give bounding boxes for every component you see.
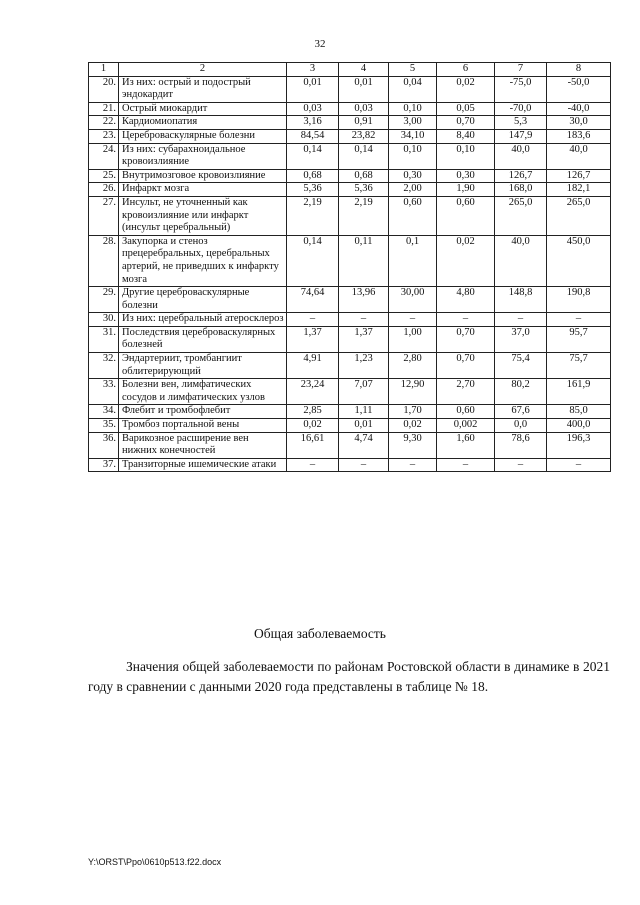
value-cell: -75,0 — [495, 76, 547, 102]
value-cell: 0,04 — [389, 76, 437, 102]
value-cell: 190,8 — [547, 287, 611, 313]
value-cell: 1,60 — [437, 432, 495, 458]
row-number-cell: 20. — [89, 76, 119, 102]
value-cell: – — [339, 313, 389, 327]
column-header: 6 — [437, 63, 495, 77]
value-cell: 30,00 — [389, 287, 437, 313]
value-cell: 0,14 — [339, 143, 389, 169]
value-cell: 78,6 — [495, 432, 547, 458]
value-cell: 0,68 — [339, 169, 389, 183]
value-cell: 0,01 — [339, 76, 389, 102]
value-cell: 0,02 — [389, 419, 437, 433]
value-cell: 12,90 — [389, 379, 437, 405]
value-cell: – — [287, 313, 339, 327]
table-row — [89, 379, 611, 405]
value-cell: – — [495, 313, 547, 327]
value-cell: 0,01 — [339, 419, 389, 433]
section-title: Общая заболеваемость — [254, 626, 386, 641]
value-cell: 0,68 — [287, 169, 339, 183]
value-cell: 168,0 — [495, 183, 547, 197]
value-cell: 1,00 — [389, 326, 437, 352]
disease-name-cell: Инсульт, не уточненный как кровоизлияние или инфаркт (инсульт церебральный) — [119, 196, 287, 235]
disease-name-cell: Эндартериит, тромбангиит облитерирующий — [119, 353, 287, 379]
value-cell: 5,36 — [287, 183, 339, 197]
value-cell: 265,0 — [495, 196, 547, 235]
value-cell: 0,91 — [339, 116, 389, 130]
table-row — [89, 169, 611, 183]
value-cell: 4,74 — [339, 432, 389, 458]
value-cell: 0,30 — [389, 169, 437, 183]
value-cell: 0,10 — [389, 102, 437, 116]
value-cell: 67,6 — [495, 405, 547, 419]
value-cell: 75,4 — [495, 353, 547, 379]
value-cell: 2,80 — [389, 353, 437, 379]
value-cell: – — [389, 313, 437, 327]
value-cell: 23,82 — [339, 129, 389, 143]
value-cell: 4,80 — [437, 287, 495, 313]
value-cell: – — [389, 458, 437, 472]
value-cell: 9,30 — [389, 432, 437, 458]
value-cell: 1,11 — [339, 405, 389, 419]
value-cell: – — [339, 458, 389, 472]
value-cell: 400,0 — [547, 419, 611, 433]
value-cell: 80,2 — [495, 379, 547, 405]
footer-file-path: Y:\ORST\Ppo\0610p513.f22.docx — [88, 857, 222, 867]
value-cell: 3,16 — [287, 116, 339, 130]
value-cell: 95,7 — [547, 326, 611, 352]
value-cell: – — [437, 458, 495, 472]
value-cell: 0,002 — [437, 419, 495, 433]
table-row — [89, 143, 611, 169]
table-row — [89, 353, 611, 379]
row-number-cell: 21. — [89, 102, 119, 116]
value-cell: 0,30 — [437, 169, 495, 183]
value-cell: – — [495, 458, 547, 472]
value-cell: 0,05 — [437, 102, 495, 116]
value-cell: 265,0 — [547, 196, 611, 235]
value-cell: 2,00 — [389, 183, 437, 197]
value-cell: -50,0 — [547, 76, 611, 102]
value-cell: 40,0 — [495, 235, 547, 286]
value-cell: 126,7 — [495, 169, 547, 183]
value-cell: 0,03 — [339, 102, 389, 116]
table-row — [89, 196, 611, 235]
value-cell: – — [287, 458, 339, 472]
disease-name-cell: Закупорка и стеноз прецеребральных, церебральных артерий, не приведших к инфаркту мозга — [119, 235, 287, 286]
disease-name-cell: Из них: острый и подострый эндокардит — [119, 76, 287, 102]
row-number-cell: 30. — [89, 313, 119, 327]
value-cell: 1,90 — [437, 183, 495, 197]
value-cell: 0,11 — [339, 235, 389, 286]
value-cell: 0,03 — [287, 102, 339, 116]
value-cell: 2,70 — [437, 379, 495, 405]
value-cell: 74,64 — [287, 287, 339, 313]
value-cell: 13,96 — [339, 287, 389, 313]
value-cell: 0,02 — [437, 235, 495, 286]
value-cell: -70,0 — [495, 102, 547, 116]
value-cell: 0,14 — [287, 143, 339, 169]
row-number-cell: 35. — [89, 419, 119, 433]
value-cell: 182,1 — [547, 183, 611, 197]
column-header: 1 — [89, 63, 119, 77]
value-cell: 30,0 — [547, 116, 611, 130]
table-body — [89, 76, 611, 472]
value-cell: 2,19 — [287, 196, 339, 235]
row-number-cell: 32. — [89, 353, 119, 379]
row-number-cell: 27. — [89, 196, 119, 235]
table-row — [89, 235, 611, 286]
table-row — [89, 419, 611, 433]
value-cell: 0,10 — [389, 143, 437, 169]
value-cell: 4,91 — [287, 353, 339, 379]
disease-name-cell: Кардиомиопатия — [119, 116, 287, 130]
table-row — [89, 129, 611, 143]
table-row — [89, 116, 611, 130]
value-cell: 2,85 — [287, 405, 339, 419]
value-cell: 5,36 — [339, 183, 389, 197]
value-cell: – — [437, 313, 495, 327]
row-number-cell: 29. — [89, 287, 119, 313]
value-cell: 0,1 — [389, 235, 437, 286]
disease-name-cell: Болезни вен, лимфатических сосудов и лимфатических узлов — [119, 379, 287, 405]
disease-name-cell: Из них: церебральный атеросклероз — [119, 313, 287, 327]
column-header: 4 — [339, 63, 389, 77]
table-row — [89, 405, 611, 419]
value-cell: 7,07 — [339, 379, 389, 405]
column-header: 5 — [389, 63, 437, 77]
value-cell: 1,37 — [339, 326, 389, 352]
value-cell: 2,19 — [339, 196, 389, 235]
value-cell: 450,0 — [547, 235, 611, 286]
value-cell: 161,9 — [547, 379, 611, 405]
row-number-cell: 23. — [89, 129, 119, 143]
disease-name-cell: Тромбоз портальной вены — [119, 419, 287, 433]
value-cell: 84,54 — [287, 129, 339, 143]
disease-name-cell: Последствия цереброваскулярных болезней — [119, 326, 287, 352]
disease-name-cell: Из них: субарахноидальное кровоизлияние — [119, 143, 287, 169]
value-cell: 0,70 — [437, 326, 495, 352]
value-cell: – — [547, 313, 611, 327]
page-number: 32 — [314, 38, 326, 50]
value-cell: 37,0 — [495, 326, 547, 352]
value-cell: 40,0 — [495, 143, 547, 169]
disease-name-cell: Транзиторные ишемические атаки — [119, 458, 287, 472]
disease-name-cell: Флебит и тромбофлебит — [119, 405, 287, 419]
value-cell: 126,7 — [547, 169, 611, 183]
row-number-cell: 28. — [89, 235, 119, 286]
value-cell: 5,3 — [495, 116, 547, 130]
table-row — [89, 458, 611, 472]
column-header: 2 — [119, 63, 287, 77]
value-cell: 196,3 — [547, 432, 611, 458]
table-row — [89, 287, 611, 313]
value-cell: 0,02 — [287, 419, 339, 433]
value-cell: 0,60 — [389, 196, 437, 235]
value-cell: 1,37 — [287, 326, 339, 352]
row-number-cell: 36. — [89, 432, 119, 458]
row-number-cell: 31. — [89, 326, 119, 352]
table-row — [89, 313, 611, 327]
value-cell: – — [547, 458, 611, 472]
row-number-cell: 22. — [89, 116, 119, 130]
value-cell: -40,0 — [547, 102, 611, 116]
value-cell: 85,0 — [547, 405, 611, 419]
table-row — [89, 326, 611, 352]
value-cell: 1,70 — [389, 405, 437, 419]
disease-name-cell: Инфаркт мозга — [119, 183, 287, 197]
row-number-cell: 26. — [89, 183, 119, 197]
table-row — [89, 76, 611, 102]
value-cell: 0,14 — [287, 235, 339, 286]
disease-name-cell: Другие цереброваскулярные болезни — [119, 287, 287, 313]
value-cell: 0,70 — [437, 116, 495, 130]
column-header: 3 — [287, 63, 339, 77]
data-table — [88, 62, 611, 472]
disease-name-cell: Цереброваскулярные болезни — [119, 129, 287, 143]
row-number-cell: 24. — [89, 143, 119, 169]
column-header: 7 — [495, 63, 547, 77]
value-cell: 148,8 — [495, 287, 547, 313]
value-cell: 0,60 — [437, 405, 495, 419]
disease-name-cell: Варикозное расширение вен нижних конечностей — [119, 432, 287, 458]
value-cell: 0,10 — [437, 143, 495, 169]
value-cell: 0,60 — [437, 196, 495, 235]
row-number-cell: 33. — [89, 379, 119, 405]
table-row — [89, 183, 611, 197]
value-cell: 183,6 — [547, 129, 611, 143]
header-row — [89, 63, 611, 77]
value-cell: 1,23 — [339, 353, 389, 379]
column-header: 8 — [547, 63, 611, 77]
value-cell: 75,7 — [547, 353, 611, 379]
value-cell: 147,9 — [495, 129, 547, 143]
value-cell: 34,10 — [389, 129, 437, 143]
disease-name-cell: Острый миокардит — [119, 102, 287, 116]
value-cell: 0,70 — [437, 353, 495, 379]
row-number-cell: 25. — [89, 169, 119, 183]
table-row — [89, 432, 611, 458]
value-cell: 23,24 — [287, 379, 339, 405]
table-row — [89, 102, 611, 116]
value-cell: 8,40 — [437, 129, 495, 143]
row-number-cell: 34. — [89, 405, 119, 419]
value-cell: 0,02 — [437, 76, 495, 102]
row-number-cell: 37. — [89, 458, 119, 472]
value-cell: 0,0 — [495, 419, 547, 433]
value-cell: 40,0 — [547, 143, 611, 169]
value-cell: 3,00 — [389, 116, 437, 130]
disease-name-cell: Внутримозговое кровоизлияние — [119, 169, 287, 183]
value-cell: 16,61 — [287, 432, 339, 458]
body-paragraph: Значения общей заболеваемости по районам Ростовской области в динамике в 2021 году в сравнении с данными 2020 года представлены в таблице № 18. — [88, 659, 610, 694]
value-cell: 0,01 — [287, 76, 339, 102]
